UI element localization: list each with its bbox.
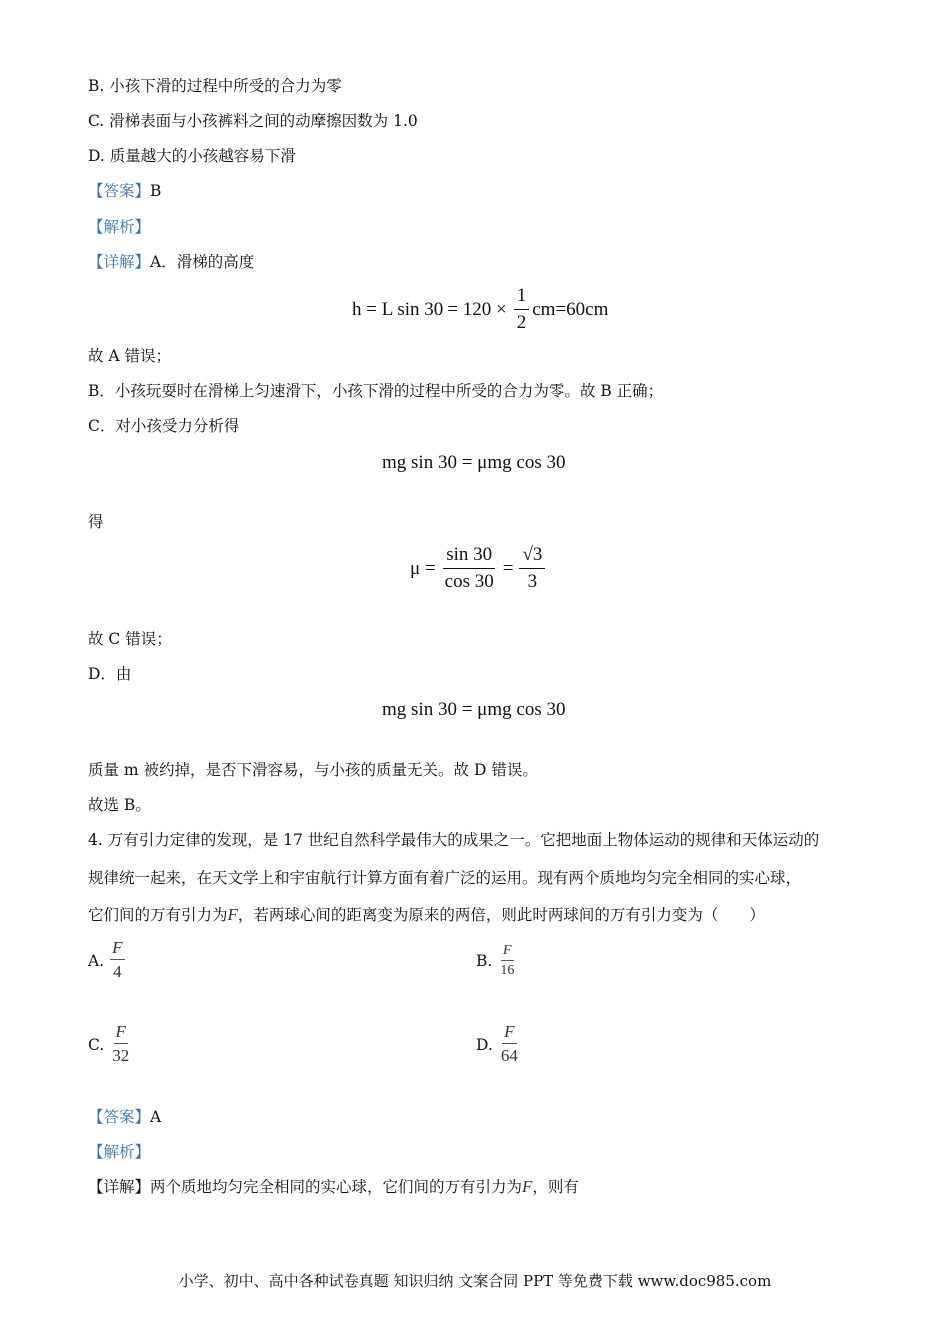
equation-balance-2 <box>382 699 565 721</box>
detail-tag-2: 【详解】 <box>88 1178 151 1196</box>
eq1-rhs: cm=60cm <box>532 298 609 320</box>
choice-b-num: F <box>501 942 514 961</box>
eq3-d2: 3 <box>527 571 538 592</box>
choice-a-den: 4 <box>113 962 122 981</box>
d-you: D．由 <box>88 665 132 683</box>
eq2-text: mg sin 30 = μmg cos 30 <box>382 452 566 473</box>
question-4-line-3 <box>88 905 765 925</box>
detail-2-b: ，则有 <box>532 1178 579 1196</box>
choice-a-label: A. <box>88 951 105 970</box>
choice-c-num: F <box>114 1022 128 1044</box>
de-text: 得 <box>88 513 104 531</box>
choice-b-den: 16 <box>500 963 515 978</box>
eq1-lhs: h = L sin 30 <box>352 298 444 320</box>
answer-2 <box>88 1107 161 1127</box>
eq3-d1: cos 30 <box>444 571 494 592</box>
eq4-text: mg sin 30 = μmg cos 30 <box>382 699 566 720</box>
choice-c-den: 32 <box>112 1046 130 1065</box>
eq1-den: 2 <box>516 312 527 333</box>
b-right: B．小孩玩耍时在滑梯上匀速滑下，小孩下滑的过程中所受的合力为零。故 B 正确； <box>88 382 664 400</box>
question-4-line-1: 4. 万有引力定律的发现，是 17 世纪自然科学最伟大的成果之一。它把地面上物体运动的规律和天体运动的 <box>88 831 820 849</box>
q4-l3a: 它们间的万有引力为 <box>88 906 228 924</box>
choice-c-label: C. <box>88 1035 105 1054</box>
detail-1 <box>88 252 254 272</box>
eq3-frac2 <box>519 544 545 593</box>
answer-tag: 【答案】 <box>88 182 151 200</box>
a-wrong: 故 A 错误； <box>88 347 172 365</box>
detail-2-a: 两个质地均匀完全相同的实心球，它们间的万有引力为 <box>150 1178 523 1196</box>
var-f: F <box>227 905 238 924</box>
choice-d-label: D. <box>476 1035 493 1054</box>
equation-mu <box>410 544 548 593</box>
detail-tag: 【详解】 <box>88 253 151 271</box>
choice-b <box>476 942 516 980</box>
choice-b-label: B. <box>476 952 493 970</box>
eq3-n1: sin 30 <box>443 544 495 569</box>
detail-2 <box>88 1177 579 1197</box>
answer-value: B <box>150 182 162 200</box>
equation-height <box>352 285 608 334</box>
eq3-lhs: μ = <box>410 557 436 579</box>
choose-b: 故选 B。 <box>88 796 151 814</box>
eq3-n2: √3 <box>519 544 545 569</box>
choice-a-num: F <box>110 938 124 960</box>
choice-a-fraction <box>110 938 124 983</box>
option-b: B. 小孩下滑的过程中所受的合力为零 <box>88 77 342 95</box>
c-wrong: 故 C 错误； <box>88 630 172 648</box>
option-d: D. 质量越大的小孩越容易下滑 <box>88 147 296 165</box>
analysis-tag-2: 【解析】 <box>88 1143 151 1161</box>
answer-value-2: A <box>150 1108 162 1126</box>
eq1-num: 1 <box>514 285 530 310</box>
choice-d-den: 64 <box>500 1046 518 1065</box>
mass-cancel: 质量 m 被约掉，是否下滑容易，与小孩的质量无关。故 D 错误。 <box>88 761 538 779</box>
var-f-2: F <box>522 1177 533 1196</box>
eq1-mid: = 120 × <box>447 298 507 320</box>
eq3-eqs: = <box>502 557 514 579</box>
option-c: C. 滑梯表面与小孩裤料之间的动摩擦因数为 1.0 <box>88 112 418 130</box>
page-footer: 小学、初中、高中各种试卷真题 知识归纳 文案合同 PPT 等免费下载 www.doc985.com <box>178 1272 772 1290</box>
answer-tag-2: 【答案】 <box>88 1108 151 1126</box>
q4-l3b: ，若两球心间的距离变为原来的两倍，则此时两球间的万有引力变为（ ） <box>237 906 765 924</box>
equation-balance-1 <box>382 452 565 474</box>
question-4-line-2: 规律统一起来，在天文学上和宇宙航行计算方面有着广泛的运用。现有两个质地均匀完全相同的实心球， <box>88 869 802 887</box>
c-analysis: C．对小孩受力分析得 <box>88 417 240 435</box>
choice-d-fraction <box>499 1022 520 1067</box>
choice-a <box>88 938 125 983</box>
choice-d <box>476 1022 520 1067</box>
choice-c-fraction <box>110 1022 131 1067</box>
choice-c <box>88 1022 131 1067</box>
detail-text: A．滑梯的高度 <box>150 253 255 271</box>
choice-d-num: F <box>502 1022 516 1044</box>
choice-b-fraction <box>498 942 516 980</box>
analysis-tag-1: 【解析】 <box>88 218 151 236</box>
answer-1 <box>88 181 161 201</box>
eq1-fraction <box>514 285 530 334</box>
eq3-frac1 <box>442 544 497 593</box>
